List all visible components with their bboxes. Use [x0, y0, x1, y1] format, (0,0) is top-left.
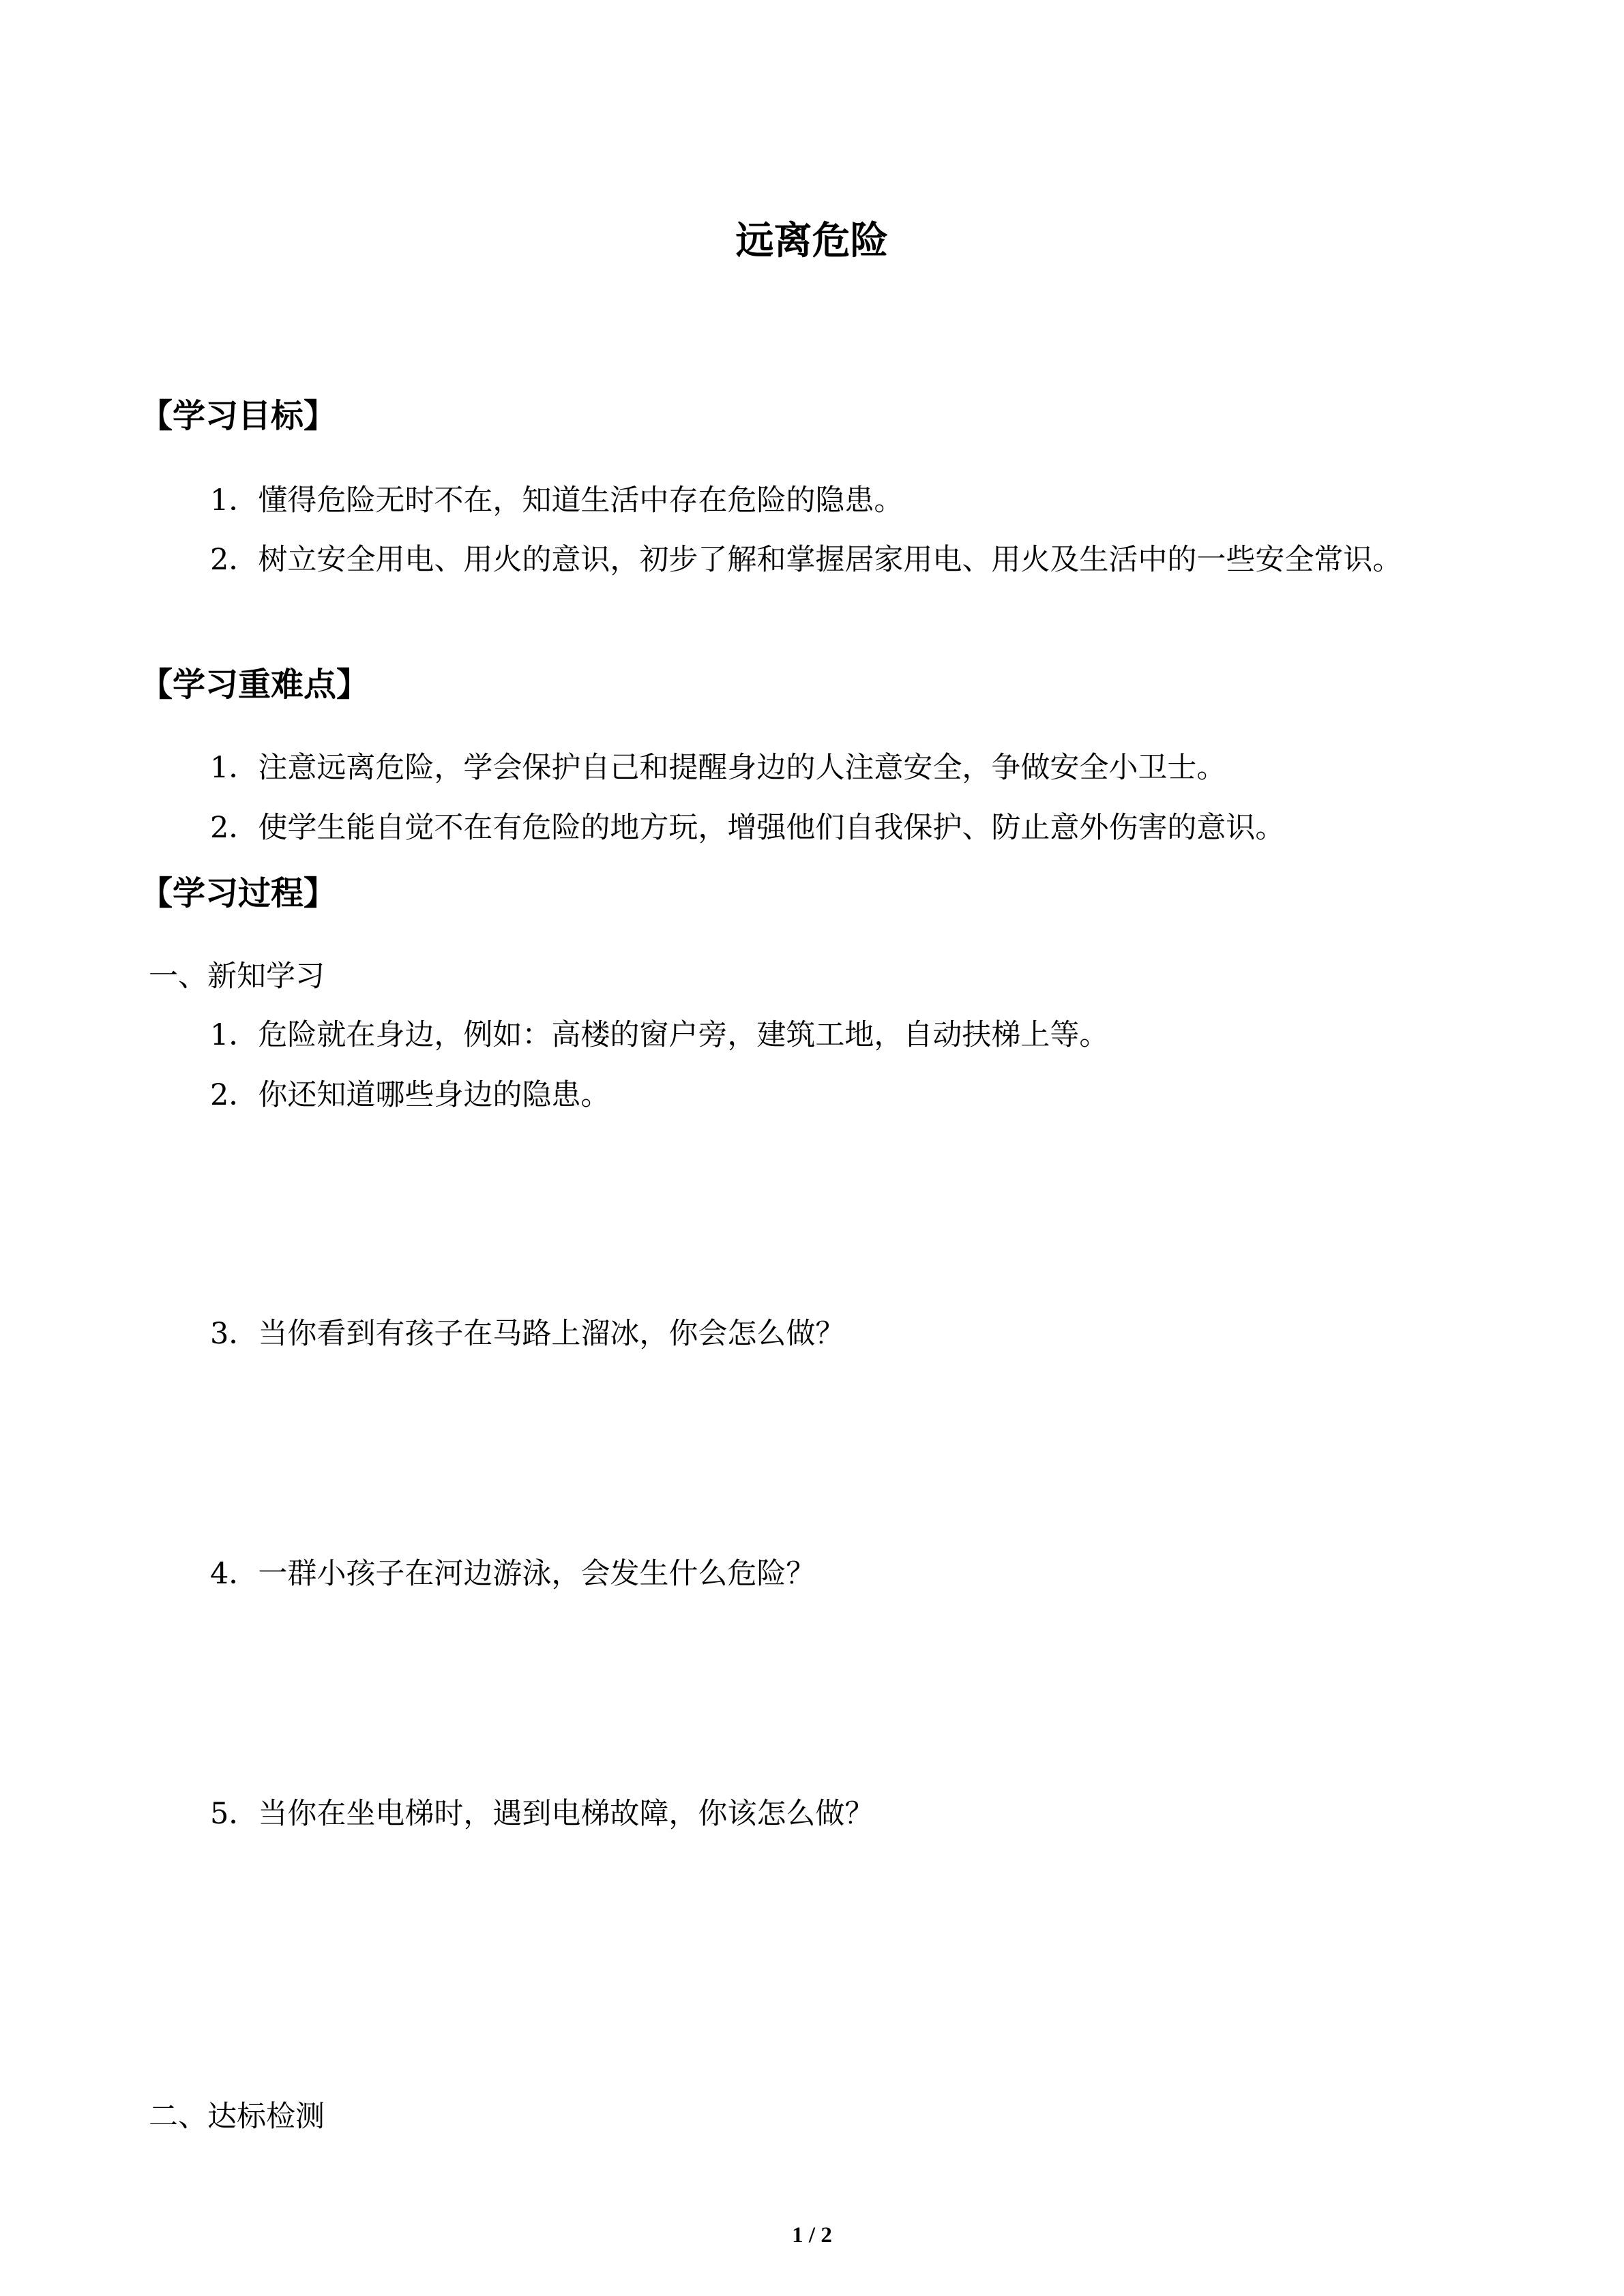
process-item-5: 5．当你在坐电梯时，遇到电梯故障，你该怎么做？: [210, 1797, 874, 1831]
objectives-heading: 【学习目标】: [140, 397, 337, 435]
process-item-2: 2．你还知道哪些身边的隐患。: [210, 1078, 610, 1112]
process-item-3: 3．当你看到有孩子在马路上溜冰，你会怎么做？: [210, 1317, 845, 1351]
objective-item-1: 1．懂得危险无时不在，知道生活中存在危险的隐患。: [210, 483, 904, 518]
process-item-4: 4．一群小孩子在河边游泳，会发生什么危险？: [210, 1557, 816, 1591]
key-point-item-2: 2．使学生能自觉不在有危险的地方玩，增强他们自我保护、防止意外伤害的意识。: [210, 811, 1285, 845]
process-item-1: 1．危险就在身边，例如：高楼的窗户旁，建筑工地，自动扶梯上等。: [210, 1018, 1109, 1052]
section-assessment: 二、达标检测: [149, 2100, 325, 2134]
objective-item-2: 2．树立安全用电、用火的意识，初步了解和掌握居家用电、用火及生活中的一些安全常识。: [210, 543, 1402, 577]
process-heading: 【学习过程】: [140, 874, 337, 912]
key-point-item-1: 1．注意远离危险，学会保护自己和提醒身边的人注意安全，争做安全小卫士。: [210, 751, 1226, 785]
key-points-heading: 【学习重难点】: [140, 666, 370, 704]
page-number: 1 / 2: [792, 2223, 832, 2248]
page-title: 远离危险: [735, 219, 889, 263]
section-new-knowledge: 一、新知学习: [149, 959, 325, 994]
